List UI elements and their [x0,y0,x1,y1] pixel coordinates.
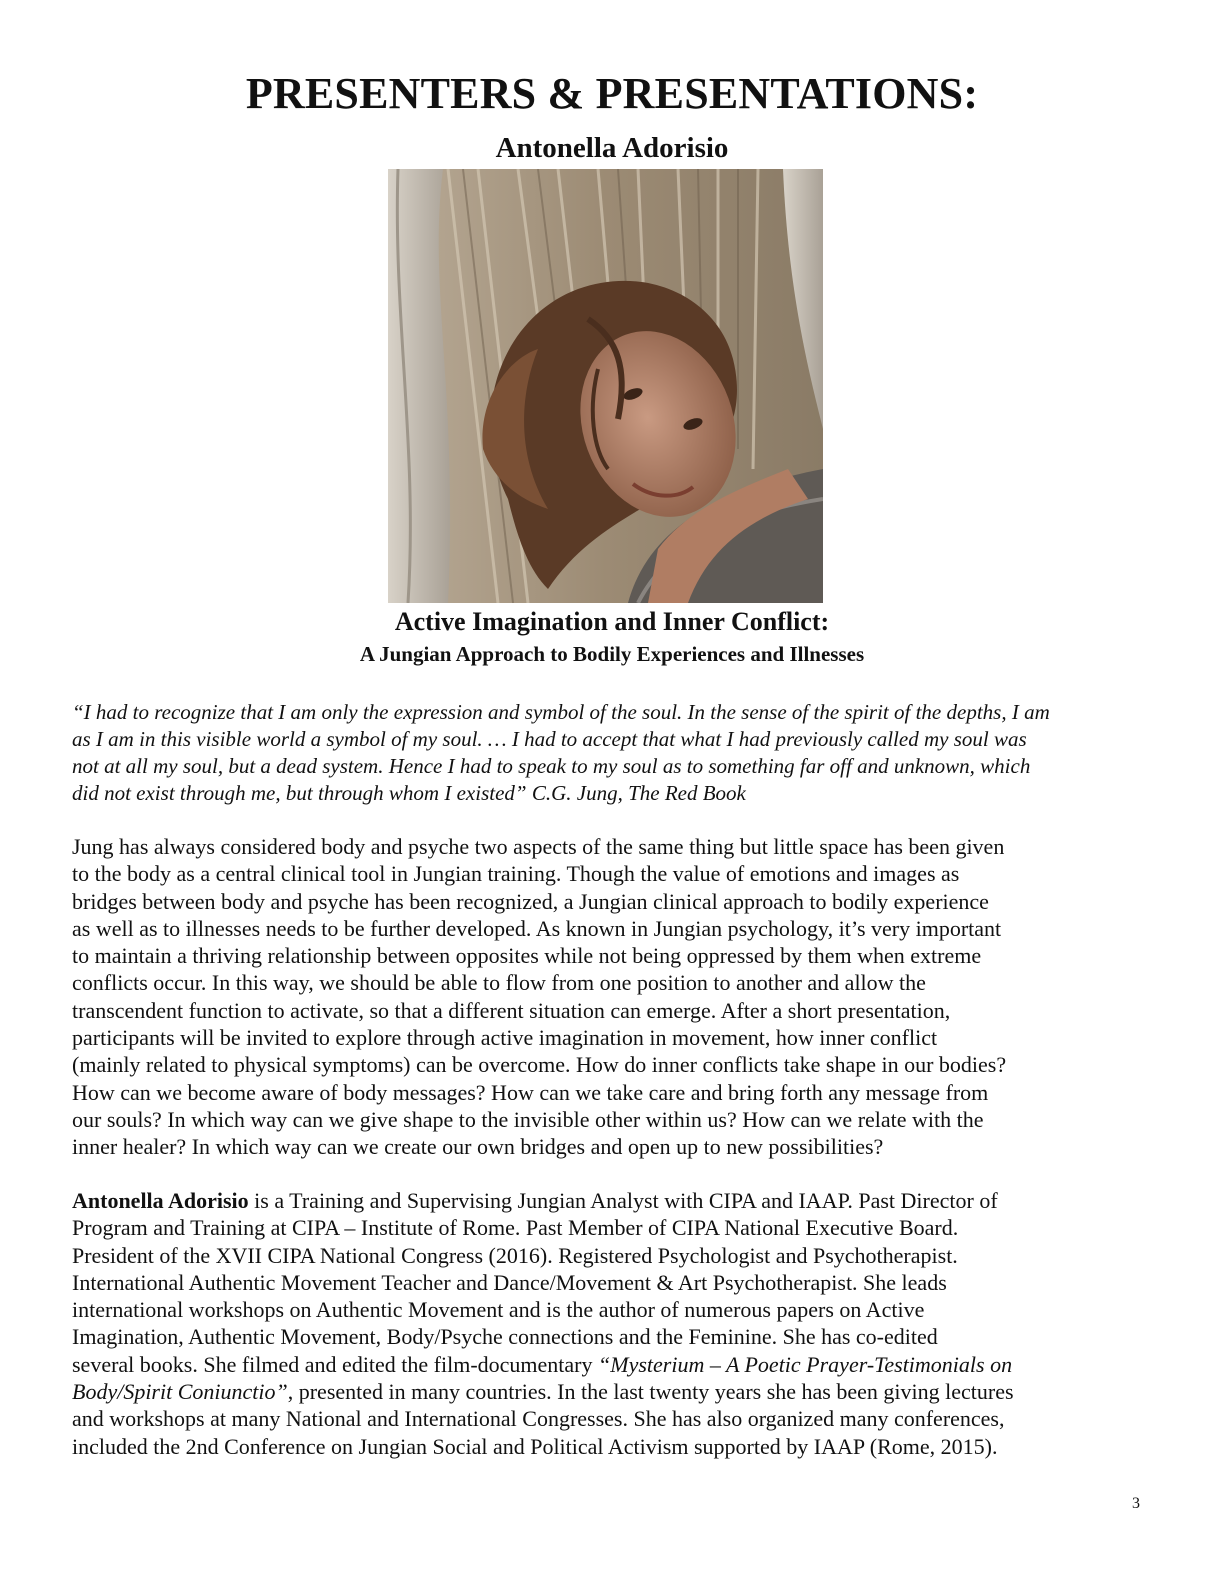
bio-text: several books. She filmed and edited the film-documentary [72,1351,599,1377]
presenter-photo [388,169,823,603]
abstract-line: inner healer? In which way can we create our own bridges and open up to new possibilities? [72,1134,884,1160]
talk-title: Active Imagination and Inner Conflict: [394,607,830,636]
bio-line: included the 2nd Conference on Jungian Social and Political Activism supported by IAAP (Rome, 2015). [72,1433,998,1459]
biography-paragraph [72,1187,1162,1460]
abstract-line: Jung has always considered body and psyche two aspects of the same thing but little space has been given [72,834,1005,859]
page-number: 3 [1132,1495,1140,1512]
abstract-line: to maintain a thriving relationship between opposites while not being oppressed by them when extreme [72,943,982,969]
abstract-line: (mainly related to physical symptoms) can be overcome. How do inner conflicts take shape in our bodies? [72,1052,1007,1078]
bio-name: Antonella Adorisio [72,1188,249,1213]
abstract-line: as well as to illnesses needs to be further developed. As known in Jungian psychology, it’s very important [72,915,1002,941]
film-title: Body/Spirit Coniunctio” [72,1379,288,1405]
bio-text: is a Training and Supervising Jungian Analyst with CIPA and IAAP. Past Director of [248,1188,998,1213]
talk-subtitle: A Jungian Approach to Bodily Experiences and Illnesses [359,642,865,666]
quote-line: did not exist through me, but through whom I existed” C.G. Jung, The Red Book [72,781,746,805]
jung-quote [72,699,1162,807]
bio-line [72,1378,1162,1405]
abstract-line: bridges between body and psyche has been recognized, a Jungian clinical approach to bodily experience [72,888,989,914]
bio-line [72,1351,1162,1378]
abstract-paragraph [72,833,1162,1161]
abstract-line: transcendent function to activate, so that a different situation can emerge. After a short presentation, [72,997,951,1023]
presenter-name: Antonella Adorisio [495,132,729,164]
page-heading: PRESENTERS & PRESENTATIONS: [245,69,979,118]
abstract-line: How can we become aware of body messages? How can we take care and bring forth any message from [72,1079,989,1105]
bio-line: Program and Training at CIPA – Institute of Rome. Past Member of CIPA National Executive Board. [72,1215,959,1241]
abstract-line: conflicts occur. In this way, we should be able to flow from one position to another and allow the [72,970,926,996]
bio-line: International Authentic Movement Teacher and Dance/Movement & Art Psychotherapist. She leads [72,1269,947,1295]
abstract-line: our souls? In which way can we give shape to the invisible other within us? How can we relate with the [72,1106,984,1132]
bio-line: President of the XVII CIPA National Congress (2016). Registered Psychologist and Psychotherapist. [72,1242,958,1268]
film-title: “Mysterium – A Poetic Prayer-Testimonials on [598,1351,1013,1377]
abstract-line: participants will be invited to explore through active imagination in movement, how inner conflict [72,1025,938,1051]
bio-text: , presented in many countries. In the last twenty years she has been giving lectures [287,1379,1014,1405]
bio-line: and workshops at many National and International Congresses. She has also organized many conferences, [72,1406,1005,1432]
bio-line: international workshops on Authentic Movement and is the author of numerous papers on Active [72,1297,925,1323]
bio-line [72,1187,1162,1214]
quote-line: “I had to recognize that I am only the expression and symbol of the soul. In the sense of the spirit of the depths, I am [72,700,1050,724]
quote-line: not at all my soul, but a dead system. Hence I had to speak to my soul as to something far off and unknown, which [72,754,1031,778]
abstract-line: to the body as a central clinical tool in Jungian training. Though the value of emotions and images as [72,861,960,887]
quote-line: as I am in this visible world a symbol of my soul. … I had to accept that what I had previously called my soul was [72,727,1027,751]
bio-line: Imagination, Authentic Movement, Body/Psyche connections and the Feminine. She has co-edited [72,1324,938,1350]
